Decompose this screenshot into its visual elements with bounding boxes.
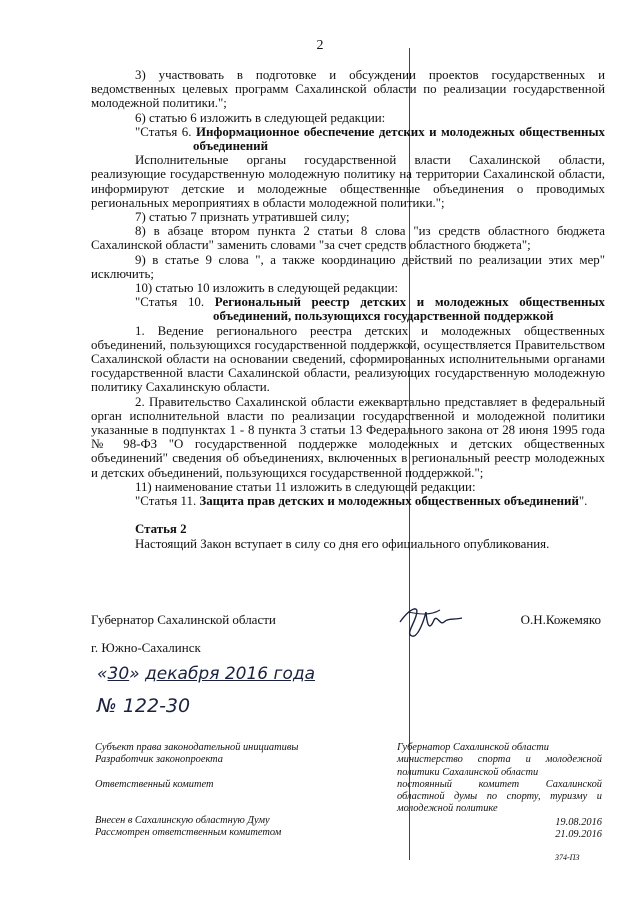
document-code: 374-ПЗ <box>555 853 580 862</box>
number-prefix: № <box>97 695 117 717</box>
article-6-text: Исполнительные органы государственной власти Сахалинской области, реализующие государственную молодежную политику на территории Сахалинской области, информируют детские и молодежные общественные объединения о проводимых региональных мероприятиях в области молодежной политики."; <box>91 153 605 210</box>
paragraph-item-8: 8) в абзаце втором пункта 2 статьи 8 слова "из средств областного бюджета Сахалинской области" заменить словами "за счет средств областного бюджета"; <box>91 224 605 253</box>
article-11-end: ". <box>578 494 588 509</box>
article-10-point-1: 1. Ведение регионального реестра детских и молодежных общественных объединений, пользующихся государственной поддержкой, осуществляется Правительством Сахалинской области на основании сведений, сформированных исполнительными органами государственной власти Сахалинской области, реализующих государственную молодежную политику Сахалинскую области. <box>91 323 605 395</box>
law-number <box>97 695 190 717</box>
article-2-heading <box>91 522 605 536</box>
article-11-label: "Статья 11. <box>135 494 197 509</box>
page-number: 2 <box>316 38 324 53</box>
footer-label: Рассмотрен ответственным комитетом <box>95 827 282 839</box>
handwritten-signature <box>396 598 466 644</box>
signing-date <box>97 664 315 684</box>
footer-label: Субъект права законодательной инициативы <box>95 742 299 753</box>
paragraph-item-11: 11) наименование статьи 11 изложить в следующей редакции: <box>135 479 476 494</box>
article-2-label: Статья 2 <box>135 522 187 537</box>
date-quote-open: « <box>97 664 108 684</box>
paragraph-item-10: 10) статью 10 изложить в следующей редакции: <box>135 281 399 296</box>
article-11-title: Защита прав детских и молодежных общественных объединений <box>199 494 579 509</box>
article-10-label: "Статья 10. <box>135 295 205 310</box>
number-value: 122-30 <box>122 695 191 717</box>
footer-label: Разработчик законопроекта <box>95 754 223 766</box>
article-10-title: Региональный реестр детских и молодежных общественных объединений, пользующихся государственной поддержкой <box>213 295 605 324</box>
footer-committee: постоянный комитет Сахалинской областной думы по спорту, туризму и молодежной политике <box>397 778 602 815</box>
footer-developer: министерство спорта и молодежной политики Сахалинской области <box>397 754 602 778</box>
paragraph-item-6: 6) статью 6 изложить в следующей редакции: <box>135 110 386 125</box>
paragraph-item-9: 9) в статье 9 слова ", а также координацию действий по реализации этих мер" исключить; <box>91 252 605 281</box>
city-label: г. Южно-Сахалинск <box>91 640 201 655</box>
footer-date-reviewed: 21.09.2016 <box>555 829 602 841</box>
footer-label: Ответственный комитет <box>95 778 214 790</box>
paragraph-item-7: 7) статью 7 признать утратившей силу; <box>135 210 350 225</box>
article-6-title: Информационное обеспечение детских и молодежных общественных объединений <box>193 124 605 154</box>
article-6-heading <box>91 125 605 153</box>
article-11-heading <box>91 494 605 508</box>
signatory-position: Губернатор Сахалинской области <box>91 612 276 627</box>
date-quote-close: » <box>129 664 140 684</box>
paragraph-item-3: 3) участвовать в подготовке и обсуждении проектов государственных и ведомственных целевых программ Сахалинской области по реализации государственной молодежной политики."; <box>91 68 605 111</box>
signatory-name: О.Н.Кожемяко <box>520 612 601 627</box>
footer-spacer <box>95 767 345 779</box>
footer-date-submitted: 19.08.2016 <box>555 816 602 828</box>
article-10-point-2: 2. Правительство Сахалинской области ежеквартально представляет в федеральный орган исполнительной власти по реализации государственной и молодежной политики указанные в подпунктах 1 - 8 пункта 3 статьи 13 Федерального закона от 28 июня 1995 года № 98-ФЗ "О государственной поддержке молодежных и детских общественных объединений" сведения об объединениях, включенных в региональный реестр молодежных и детских объединений, пользующихся государственной поддержкой."; <box>91 394 605 480</box>
footer-label: Внесен в Сахалинскую областную Думу <box>95 814 270 826</box>
footer-right-values <box>397 742 602 841</box>
footer-left-labels <box>95 742 345 839</box>
footer-spacer <box>95 803 345 815</box>
date-month-year: декабря 2016 года <box>145 664 316 684</box>
footer-initiator: Губернатор Сахалинской области <box>397 742 549 753</box>
article-6-label: "Статья 6. <box>135 124 192 139</box>
article-2-text: Настоящий Закон вступает в силу со дня его официального опубликования. <box>135 536 550 551</box>
law-body <box>91 68 605 551</box>
date-day: 30 <box>107 664 130 684</box>
article-10-heading <box>91 295 605 323</box>
footer-spacer <box>95 791 345 803</box>
